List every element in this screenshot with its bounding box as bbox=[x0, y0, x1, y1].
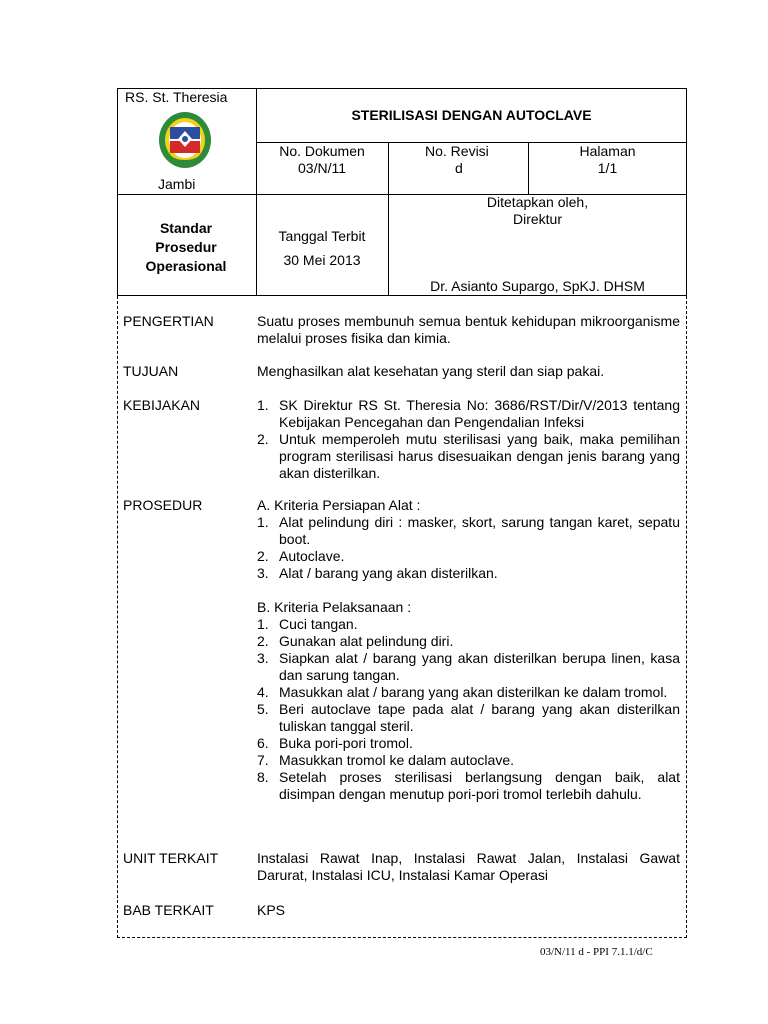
list-item-number: 2. bbox=[257, 431, 269, 447]
list-item-number: 1. bbox=[257, 514, 269, 530]
label-tujuan: TUJUAN bbox=[123, 363, 179, 379]
list-item-text: Masukkan alat / barang yang akan disterilkan ke dalam tromol. bbox=[279, 684, 668, 700]
list-item-number: 8. bbox=[257, 769, 269, 785]
list-item-text: Cuci tangan. bbox=[279, 616, 358, 632]
doc-number-label: No. Dokumen bbox=[279, 143, 365, 159]
revision-value: d bbox=[455, 160, 463, 176]
issue-date-label: Tanggal Terbit bbox=[278, 228, 366, 244]
list-item-text: Untuk memperoleh mutu sterilisasi yang baik, maka pemilihan program sterilisasi harus disesuaikan dengan jenis barang yang akan disterilkan. bbox=[279, 431, 680, 481]
list-item bbox=[257, 650, 680, 684]
hospital-name: RS. St. Theresia bbox=[125, 89, 228, 105]
sop-label bbox=[117, 219, 255, 276]
list-item-number: 1. bbox=[257, 616, 269, 632]
list-item-number: 2. bbox=[257, 633, 269, 649]
list-item-number: 5. bbox=[257, 701, 269, 717]
list-item bbox=[257, 769, 680, 803]
list-item-number: 4. bbox=[257, 684, 269, 700]
list-item-number: 2. bbox=[257, 548, 269, 564]
revision-label: No. Revisi bbox=[425, 143, 489, 159]
sop-label-line-2: Prosedur bbox=[155, 239, 217, 255]
sop-label-line-1: Standar bbox=[159, 220, 213, 236]
list-item-number: 7. bbox=[257, 752, 269, 768]
list-item bbox=[257, 684, 680, 701]
label-kebijakan: KEBIJAKAN bbox=[123, 397, 201, 413]
label-pengertian: PENGERTIAN bbox=[123, 313, 214, 329]
prosedur-b-title: B. Kriteria Pelaksanaan : bbox=[257, 599, 412, 615]
list-item bbox=[257, 397, 680, 431]
list-item bbox=[257, 752, 680, 769]
kebijakan-list bbox=[257, 397, 680, 482]
prosedur-content bbox=[257, 497, 680, 803]
director-name: Dr. Asianto Supargo, SpKJ. DHSM bbox=[430, 278, 645, 294]
list-item bbox=[257, 735, 680, 752]
list-item-text: SK Direktur RS St. Theresia No: 3686/RST/Dir/V/2013 tentang Kebijakan Pencegahan dan Pengendalian Infeksi bbox=[279, 397, 680, 430]
list-item bbox=[257, 565, 680, 582]
list-item bbox=[257, 514, 680, 548]
list-item-text: Gunakan alat pelindung diri. bbox=[279, 633, 454, 649]
list-item bbox=[257, 701, 680, 735]
approved-by-position: Direktur bbox=[512, 211, 562, 227]
doc-number-value: 03/N/11 bbox=[298, 160, 346, 176]
approved-by-label: Ditetapkan oleh, bbox=[486, 194, 589, 210]
list-item-text: Beri autoclave tape pada alat / barang yang akan disterilkan tuliskan tanggal steril. bbox=[279, 701, 680, 734]
issue-date-value: 30 Mei 2013 bbox=[283, 252, 361, 268]
page-value: 1/1 bbox=[597, 160, 618, 176]
list-item-text: Alat / barang yang akan disterilkan. bbox=[279, 565, 498, 581]
hospital-city: Jambi bbox=[158, 176, 196, 192]
list-item-number: 1. bbox=[257, 397, 269, 413]
text-unit-terkait: Instalasi Rawat Inap, Instalasi Rawat Jalan, Instalasi Gawat Darurat, Instalasi ICU, Instalasi Kamar Operasi bbox=[257, 850, 680, 883]
text-pengertian: Suatu proses membunuh semua bentuk kehidupan mikroorganisme melalui proses fisika dan kimia. bbox=[257, 313, 680, 346]
hospital-logo-icon bbox=[158, 111, 212, 169]
list-item-number: 6. bbox=[257, 735, 269, 751]
footer-document-code: 03/N/11 d - PPI 7.1.1/d/C bbox=[540, 946, 653, 958]
document-title: STERILISASI DENGAN AUTOCLAVE bbox=[351, 107, 592, 123]
list-item-text: Alat pelindung diri : masker, skort, sarung tangan karet, sepatu boot. bbox=[279, 514, 680, 547]
list-item bbox=[257, 616, 680, 633]
sop-label-line-3: Operasional bbox=[145, 258, 227, 274]
text-bab-terkait: KPS bbox=[257, 902, 286, 918]
list-item-text: Buka pori-pori tromol. bbox=[279, 735, 413, 751]
label-bab-terkait: BAB TERKAIT bbox=[123, 902, 214, 918]
label-prosedur: PROSEDUR bbox=[123, 497, 203, 513]
list-item-text: Siapkan alat / barang yang akan disterilkan berupa linen, kasa dan sarung tangan. bbox=[279, 650, 680, 683]
list-item-number: 3. bbox=[257, 650, 269, 666]
list-item-text: Autoclave. bbox=[279, 548, 345, 564]
label-unit-terkait: UNIT TERKAIT bbox=[123, 850, 219, 866]
list-item-text: Setelah proses sterilisasi berlangsung dengan baik, alat disimpan dengan menutup pori-pori tromol terlebih dahulu. bbox=[279, 769, 680, 802]
list-item bbox=[257, 431, 680, 482]
text-tujuan: Menghasilkan alat kesehatan yang steril dan siap pakai. bbox=[257, 363, 605, 379]
list-item-number: 3. bbox=[257, 565, 269, 581]
page-label: Halaman bbox=[579, 143, 636, 159]
list-item-text: Masukkan tromol ke dalam autoclave. bbox=[279, 752, 514, 768]
list-item bbox=[257, 633, 680, 650]
prosedur-a-title: A. Kriteria Persiapan Alat : bbox=[257, 497, 421, 513]
list-item bbox=[257, 548, 680, 565]
